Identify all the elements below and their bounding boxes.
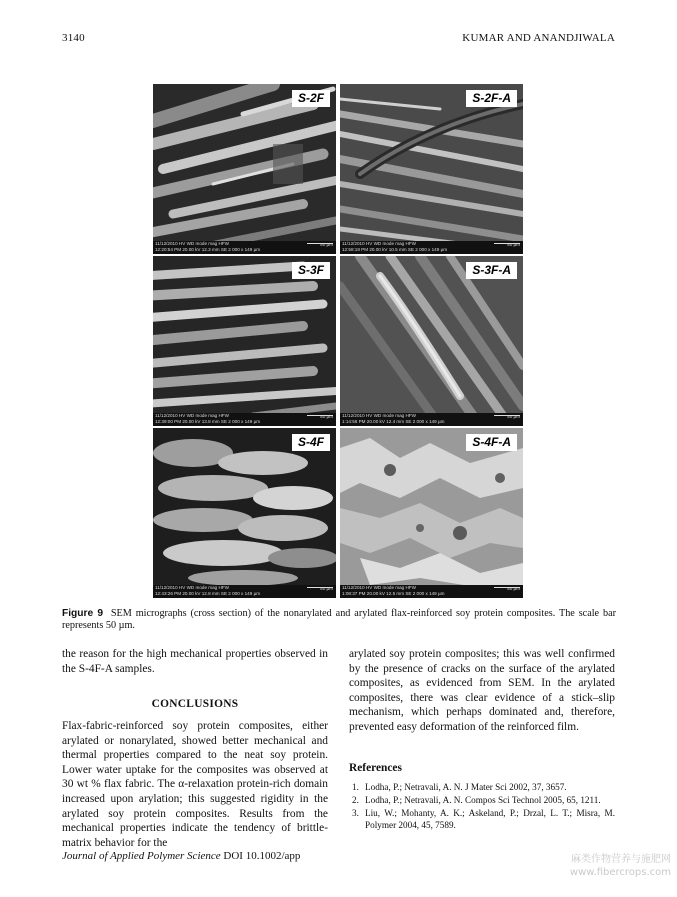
left-column-conclusions: [62, 719, 328, 850]
sem-databar: [153, 241, 336, 254]
section-heading-conclusions: CONCLUSIONS: [151, 698, 239, 710]
right-column-text: [349, 647, 615, 735]
references-heading: References: [349, 762, 402, 774]
sem-micrograph-s-3f: [153, 256, 336, 426]
sem-panel-s-4f-a: [340, 428, 523, 598]
sem-metadata-row1: 11/12/2010 HV WD mode mag HFW: [342, 413, 416, 418]
sem-metadata-row1: 11/12/2010 HV WD mode mag HFW: [155, 585, 229, 590]
reference-item: 3. Liu, W.; Mohanty, A. K.; Askeland, P.; Drzal, L. T.; Misra, M. Polymer 2004, 45, 7589.: [352, 808, 615, 830]
sem-panel-s-2f-a: [340, 84, 523, 254]
sem-metadata-row1: 11/12/2010 HV WD mode mag HFW: [342, 241, 416, 246]
sem-micrograph-s-2f: [153, 84, 336, 254]
sem-panel-s-3f-a: [340, 256, 523, 426]
sem-databar: [153, 413, 336, 426]
panel-label: S-2F-A: [466, 90, 517, 107]
reference-item: 1. Lodha, P.; Netravali, A. N. J Mater Sci 2002, 37, 3657.: [352, 782, 567, 792]
figure-caption-text: SEM micrographs (cross section) of the nonarylated and arylated flax-reinforced soy protein composites. The scale bar represents 50 µm.: [62, 608, 616, 631]
sem-panel-s-3f: [153, 256, 336, 426]
figure-caption-label: Figure 9: [62, 608, 103, 619]
sem-metadata-row2: 12:39:00 PM 20.00 kV 13.8 mm SE 2 000 x 149 µm: [155, 419, 261, 424]
references-list: [349, 782, 615, 833]
sem-metadata-row2: 12:43:26 PM 20.00 kV 12.8 mm SE 2 000 x 149 µm: [155, 591, 261, 596]
sem-panel-s-2f: [153, 84, 336, 254]
figure-caption: [62, 608, 616, 632]
paragraph-intro: the reason for the high mechanical properties observed in the S-4F-A samples.: [62, 648, 328, 675]
sem-metadata-row1: 11/12/2010 HV WD mode mag HFW: [155, 413, 229, 418]
sem-databar: [340, 413, 523, 426]
sem-databar: [153, 585, 336, 598]
paragraph-right: arylated soy protein composites; this was well confirmed by the presence of cracks on the surface of the arylated composites, as evidenced from SEM. In the arylated composites, there was clear evidence of a stick–slip mechanism, which perhaps dominated and, therefore, prevented easy deformation of the reinforced film.: [349, 648, 615, 733]
watermark-line2: www.fibercrops.com: [569, 867, 671, 878]
scale-bar-label: 50 µm: [320, 586, 333, 591]
scale-bar-label: 50 µm: [507, 586, 520, 591]
scale-bar-label: 50 µm: [320, 242, 333, 247]
watermark-line1: 麻类作物营养与施肥网: [571, 854, 671, 865]
sem-metadata-row1: 11/12/2010 HV WD mode mag HFW: [342, 585, 416, 590]
scale-bar-label: 50 µm: [320, 414, 333, 419]
journal-footer: [62, 850, 300, 862]
site-watermark: [570, 853, 671, 879]
sem-micrograph-s-2f-a: [340, 84, 523, 254]
panel-label: S-4F: [292, 434, 330, 451]
panel-label: S-3F: [292, 262, 330, 279]
left-column-intro: [62, 647, 328, 676]
panel-label: S-4F-A: [466, 434, 517, 451]
sem-metadata-row2: 12:20:54 PM 20.00 kV 12.3 mm SE 2 000 x 149 µm: [155, 247, 261, 252]
sem-figure: [153, 84, 523, 599]
sem-metadata-row1: 11/12/2010 HV WD mode mag HFW: [155, 241, 229, 246]
sem-databar: [340, 585, 523, 598]
panel-label: S-3F-A: [466, 262, 517, 279]
sem-metadata-row2: 1:08:37 PM 20.00 kV 12.5 mm SE 2 000 x 149 µm: [342, 591, 445, 596]
journal-name: Journal of Applied Polymer Science: [62, 850, 221, 862]
scale-bar-label: 50 µm: [507, 242, 520, 247]
paragraph-conclusions: Flax-fabric-reinforced soy protein composites, either arylated or nonarylated, showed better mechanical and thermal properties compared to the neat soy protein. Lower water uptake for the composites was observed at 30 wt % flax fabric. The α-relaxation protein-rich domain increased upon arylation; this suggested rigidity in the arylated soy protein composites. Results from the mechanical properties indicate the tendency of brittle-matrix behavior for the: [62, 720, 328, 849]
sem-micrograph-s-4f: [153, 428, 336, 598]
sem-micrograph-s-3f-a: [340, 256, 523, 426]
journal-doi: DOI 10.1002/app: [223, 850, 301, 862]
sem-metadata-row2: 1:14:56 PM 20.00 kV 12.4 mm SE 2 000 x 149 µm: [342, 419, 445, 424]
page-number: 3140: [62, 32, 85, 44]
scale-bar-label: 50 µm: [507, 414, 520, 419]
panel-label: S-2F: [292, 90, 330, 107]
running-head-authors: KUMAR AND ANANDJIWALA: [462, 32, 615, 44]
sem-micrograph-s-4f-a: [340, 428, 523, 598]
sem-metadata-row2: 12:58:18 PM 20.00 kV 10.5 mm SE 2 000 x 149 µm: [342, 247, 448, 252]
sem-databar: [340, 241, 523, 254]
sem-panel-s-4f: [153, 428, 336, 598]
reference-item: 2. Lodha, P.; Netravali, A. N. Compos Sci Technol 2005, 65, 1211.: [352, 795, 601, 806]
